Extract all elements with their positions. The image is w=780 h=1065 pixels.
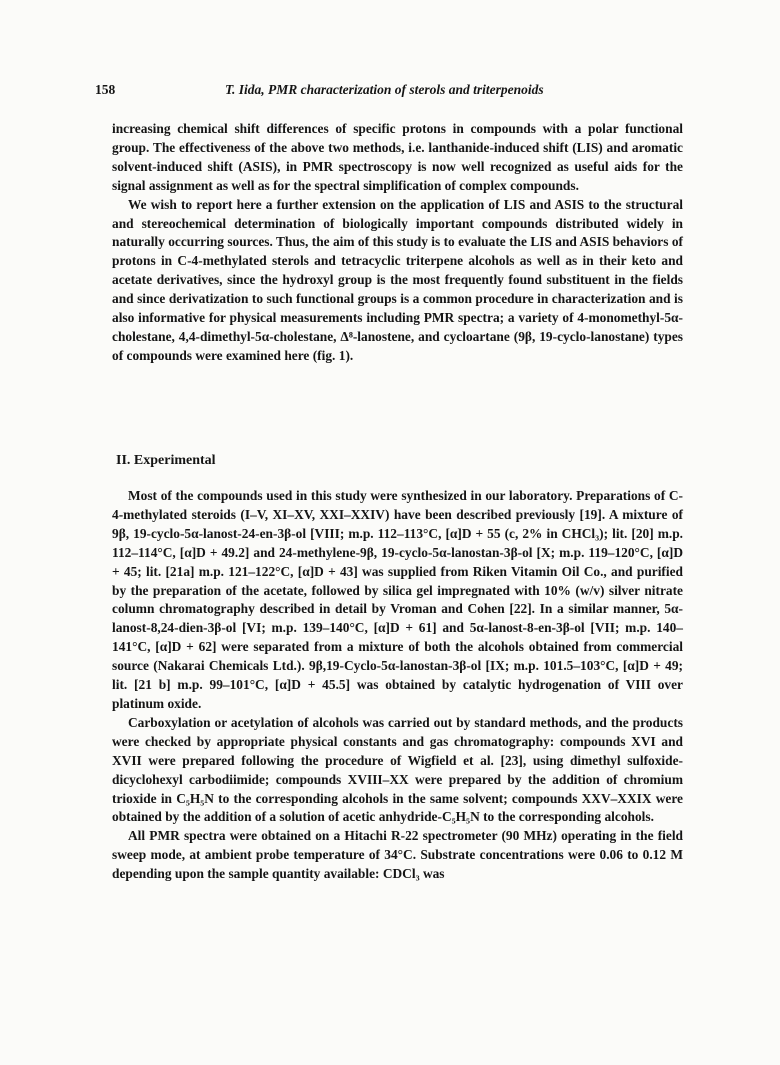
page-number: 158 xyxy=(95,82,116,97)
paragraph: We wish to report here a further extension on the application of LIS and ASIS to the structural and stereochemical determination of biologically important compounds distributed widely in naturally occurring sources. Thus, the aim of this study is to evaluate the LIS and ASIS behaviors of protons in C-4-methylated sterols and tetracyclic triterpene alcohols as well as in their keto and acetate derivatives, since the hydroxyl group is the most frequently found substituent in the fields and since derivatization to such functional groups is a common procedure in characterization and is also informative for physical measurements including PMR spectra; a variety of 4-monomethyl-5α-cholestane, 4,4-dimethyl-5α-cholestane, Δ⁸-lanostene, and cycloartane (9β, 19-cyclo-lanostane) types of compounds were examined here (fig. 1). xyxy=(112,196,683,363)
paragraph: All PMR spectra were obtained on a Hitachi R-22 spectrometer (90 MHz) operating in the field sweep mode, at ambient probe temperature of 34°C. Substrate concentrations were 0.06 to 0.12 M depending upon the sample quantity available: CDCl₃ was xyxy=(112,828,683,882)
running-header xyxy=(95,82,700,102)
section-heading: II. Experimental xyxy=(116,453,216,468)
paragraph: Carboxylation or acetylation of alcohols was carried out by standard methods, and the products were checked by appropriate physical constants and gas chromatography: compounds XVI and XVII were prepared following the procedure of Wigfield et al. [23], using dimethyl sulfoxide-dicyclohexyl carbodiimide; compounds XVIII–XX were prepared by the addition of chromium trioxide in C₅H₅N to the corresponding alcohols in the same solvent; compounds XXV–XXIX were obtained by the addition of a solution of acetic anhydride-C₅H₅N to the corresponding alcohols. xyxy=(112,714,683,825)
paragraph: Most of the compounds used in this study were synthesized in our laboratory. Preparations of C-4-methylated steroids (I–V, XI–XV, XXI–XXIV) have been described previously [19]. A mixture of 9β, 19-cyclo-5α-lanost-24-en-3β-ol [VIII; m.p. 112–113°C, [α]D + 55 (c, 2% in CHCl₃); lit. [20] m.p. 112–114°C, [α]D + 49.2] and 24-methylene-9β, 19-cyclo-5α-lanostan-3β-ol [X; m.p. 119–120°C, [α]D + 45; lit. [21a] m.p. 121–122°C, [α]D + 43] was supplied from Riken Vitamin Oil Co., and purified by the preparation of the acetate, followed by silica gel impregnated with 10% (w/v) silver nitrate column chromatography described in detail by Vroman and Cohen [22]. In a similar manner, 5α-lanost-8,24-dien-3β-ol [VI; m.p. 139–140°C, [α]D + 61] and 5α-lanost-8-en-3β-ol [VII; m.p. 140–141°C, [α]D + 62] were separated from a mixture of both the alcohols obtained from commercial source (Nakarai Chemicals Ltd.). 9β,19-Cyclo-5α-lanostan-3β-ol [IX; m.p. 101.5–103°C, [α]D + 49; lit. [21 b] m.p. 99–101°C, [α]D + 45.5] was obtained by catalytic hydrogenation of VIII over platinum oxide. xyxy=(112,488,683,711)
running-title: T. Iida, PMR characterization of sterols and triterpenoids xyxy=(225,82,544,97)
introduction-text xyxy=(112,120,683,366)
experimental-text xyxy=(112,487,683,884)
paragraph: increasing chemical shift differences of specific protons in compounds with a polar functional group. The effectiveness of the above two methods, i.e. lanthanide-induced shift (LIS) and aromatic solvent-induced shift (ASIS), in PMR spectroscopy is now well recognized as useful aids for the signal assignment as well as for the spectral simplification of complex compounds. xyxy=(112,121,683,193)
